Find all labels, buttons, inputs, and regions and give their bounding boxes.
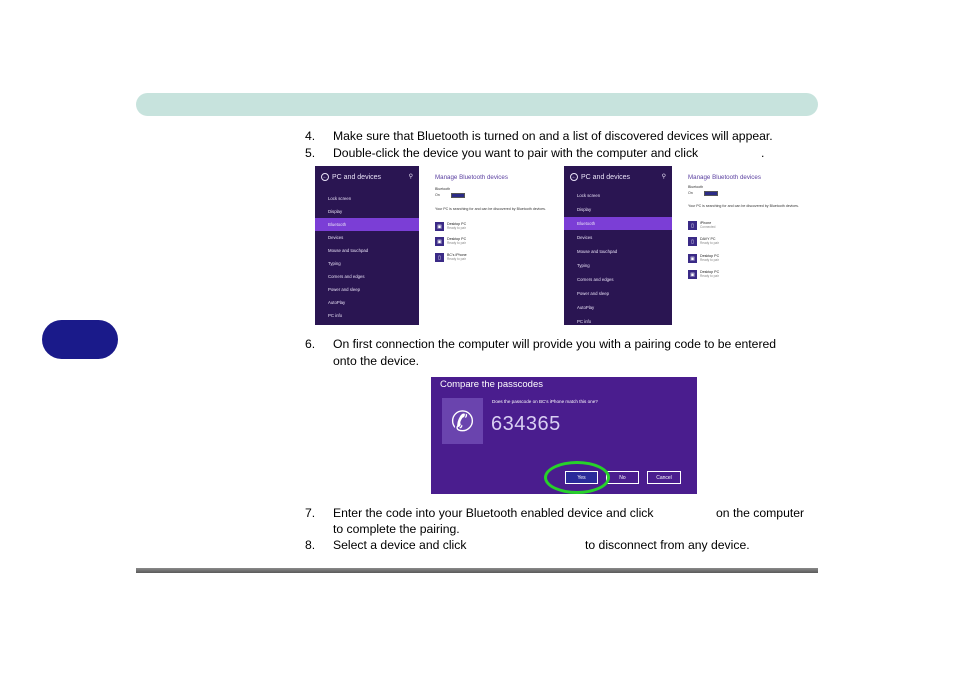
passcode-question: Does the passcode on BC's iPhone match this one? bbox=[492, 399, 598, 404]
sidebar-item-autoplay[interactable]: AutoPlay bbox=[577, 305, 595, 310]
cancel-button[interactable]: Cancel bbox=[647, 471, 681, 484]
step-number: 5. bbox=[305, 146, 316, 160]
dialog-title: Compare the passcodes bbox=[440, 379, 543, 390]
computer-icon: ▣ bbox=[435, 222, 444, 231]
footer-rule bbox=[136, 568, 818, 573]
device-name: BC's iPhone bbox=[447, 253, 467, 257]
sidebar-item-mouse[interactable]: Mouse and touchpad bbox=[577, 249, 618, 254]
step-number: 6. bbox=[305, 337, 316, 351]
sidebar-item-pc-info[interactable]: PC info bbox=[577, 319, 592, 324]
device-item[interactable] bbox=[688, 237, 719, 251]
device-status: Ready to pair bbox=[700, 274, 719, 278]
device-name: Desktop PC bbox=[700, 270, 720, 274]
sidebar-item-bluetooth[interactable]: Bluetooth bbox=[564, 217, 672, 230]
sidebar-item-mouse[interactable]: Mouse and touchpad bbox=[328, 248, 369, 253]
sidebar-item-devices[interactable]: Devices bbox=[577, 235, 593, 240]
step-number: 8. bbox=[305, 538, 316, 552]
phone-icon: ✆ bbox=[442, 398, 483, 444]
back-icon[interactable]: ← bbox=[322, 174, 328, 180]
bluetooth-label: Bluetooth bbox=[688, 185, 704, 189]
device-status: Ready to pair bbox=[447, 257, 466, 261]
sidebar-title-text: PC and devices bbox=[581, 173, 631, 181]
step-text: Make sure that Bluetooth is turned on and a list of discovered devices will appear. bbox=[333, 129, 773, 143]
sidebar-item-display[interactable]: Display bbox=[577, 207, 592, 212]
search-description: Your PC is searching for and can be discovered by Bluetooth devices. bbox=[688, 204, 799, 208]
step-number: 7. bbox=[305, 506, 316, 520]
bluetooth-toggle[interactable] bbox=[704, 191, 718, 196]
device-status: Ready to pair bbox=[700, 258, 719, 262]
search-description: Your PC is searching for and can be discovered by Bluetooth devices. bbox=[435, 207, 546, 211]
computer-icon: ▣ bbox=[688, 270, 697, 279]
screenshot-bluetooth-right bbox=[564, 166, 814, 325]
step-number: 4. bbox=[305, 129, 316, 143]
device-item[interactable] bbox=[435, 237, 466, 251]
device-status: Ready to pair bbox=[447, 226, 466, 230]
sidebar-item-devices[interactable]: Devices bbox=[328, 235, 344, 240]
step-text-line2: onto the device. bbox=[333, 354, 420, 368]
sidebar-title bbox=[321, 173, 381, 181]
bluetooth-panel bbox=[682, 166, 814, 325]
device-name: Desktop PC bbox=[700, 254, 720, 258]
bluetooth-state: On bbox=[688, 191, 693, 195]
step-text-line2: to complete the pairing. bbox=[333, 522, 460, 536]
settings-sidebar bbox=[315, 166, 419, 325]
sidebar-item-lock-screen[interactable]: Lock screen bbox=[328, 196, 352, 201]
sidebar-title-text: PC and devices bbox=[332, 173, 382, 181]
header-bar bbox=[136, 93, 818, 116]
step-text: Double-click the device you want to pair with the computer and click bbox=[333, 146, 699, 160]
screenshot-bluetooth-left bbox=[315, 166, 561, 325]
step-text-cont: on the computer bbox=[716, 506, 805, 520]
sidebar-title bbox=[570, 173, 630, 181]
phone-icon: ▯ bbox=[435, 253, 444, 262]
search-icon[interactable]: ⚲ bbox=[661, 174, 666, 180]
yes-button[interactable]: Yes bbox=[565, 471, 598, 484]
device-item[interactable] bbox=[435, 222, 466, 236]
bluetooth-panel bbox=[429, 166, 561, 325]
chapter-tab bbox=[42, 320, 118, 359]
device-item[interactable] bbox=[688, 221, 715, 235]
sidebar-item-lock-screen[interactable]: Lock screen bbox=[577, 193, 601, 198]
no-button[interactable]: No bbox=[606, 471, 639, 484]
passcode-value: 634365 bbox=[491, 413, 561, 435]
sidebar-item-autoplay[interactable]: AutoPlay bbox=[328, 300, 346, 305]
device-name: DAVY PC bbox=[700, 237, 716, 241]
sidebar-item-typing[interactable]: Typing bbox=[577, 263, 590, 268]
bluetooth-state: On bbox=[435, 193, 440, 197]
device-item[interactable] bbox=[688, 254, 719, 268]
step-text-cont: to disconnect from any device. bbox=[585, 538, 750, 552]
sidebar-item-power[interactable]: Power and sleep bbox=[577, 291, 610, 296]
search-icon[interactable]: ⚲ bbox=[408, 174, 413, 180]
step-text: Select a device and click bbox=[333, 538, 467, 552]
device-status: Connected bbox=[700, 225, 716, 229]
highlight-ring bbox=[544, 461, 610, 494]
bluetooth-toggle[interactable] bbox=[451, 193, 465, 198]
sidebar-item-typing[interactable]: Typing bbox=[328, 261, 341, 266]
step-text: Enter the code into your Bluetooth enabled device and click bbox=[333, 506, 654, 520]
device-name: Desktop PC bbox=[447, 237, 467, 241]
phone-icon: ▯ bbox=[688, 221, 697, 230]
computer-icon: ▣ bbox=[688, 254, 697, 263]
phone-icon: ▯ bbox=[688, 237, 697, 246]
device-item[interactable] bbox=[435, 253, 467, 267]
panel-title: Manage Bluetooth devices bbox=[688, 174, 761, 181]
computer-icon: ▣ bbox=[435, 237, 444, 246]
sidebar-item-pc-info[interactable]: PC info bbox=[328, 313, 343, 318]
bluetooth-label: Bluetooth bbox=[435, 187, 451, 191]
sidebar-item-corners[interactable]: Corners and edges bbox=[577, 277, 614, 282]
device-item[interactable] bbox=[688, 270, 719, 284]
sidebar-item-corners[interactable]: Corners and edges bbox=[328, 274, 365, 279]
device-name: Desktop PC bbox=[447, 222, 467, 226]
sidebar-item-power[interactable]: Power and sleep bbox=[328, 287, 361, 292]
sidebar-item-bluetooth[interactable]: Bluetooth bbox=[315, 218, 419, 231]
device-status: Ready to pair bbox=[700, 241, 719, 245]
settings-sidebar bbox=[564, 166, 672, 325]
step-suffix: . bbox=[761, 146, 765, 160]
device-name: iPhone bbox=[700, 221, 712, 225]
device-status: Ready to pair bbox=[447, 241, 466, 245]
step-text: On first connection the computer will provide you with a pairing code to be entered bbox=[333, 337, 777, 351]
back-icon[interactable]: ← bbox=[571, 174, 577, 180]
sidebar-item-display[interactable]: Display bbox=[328, 209, 343, 214]
panel-title: Manage Bluetooth devices bbox=[435, 174, 508, 181]
